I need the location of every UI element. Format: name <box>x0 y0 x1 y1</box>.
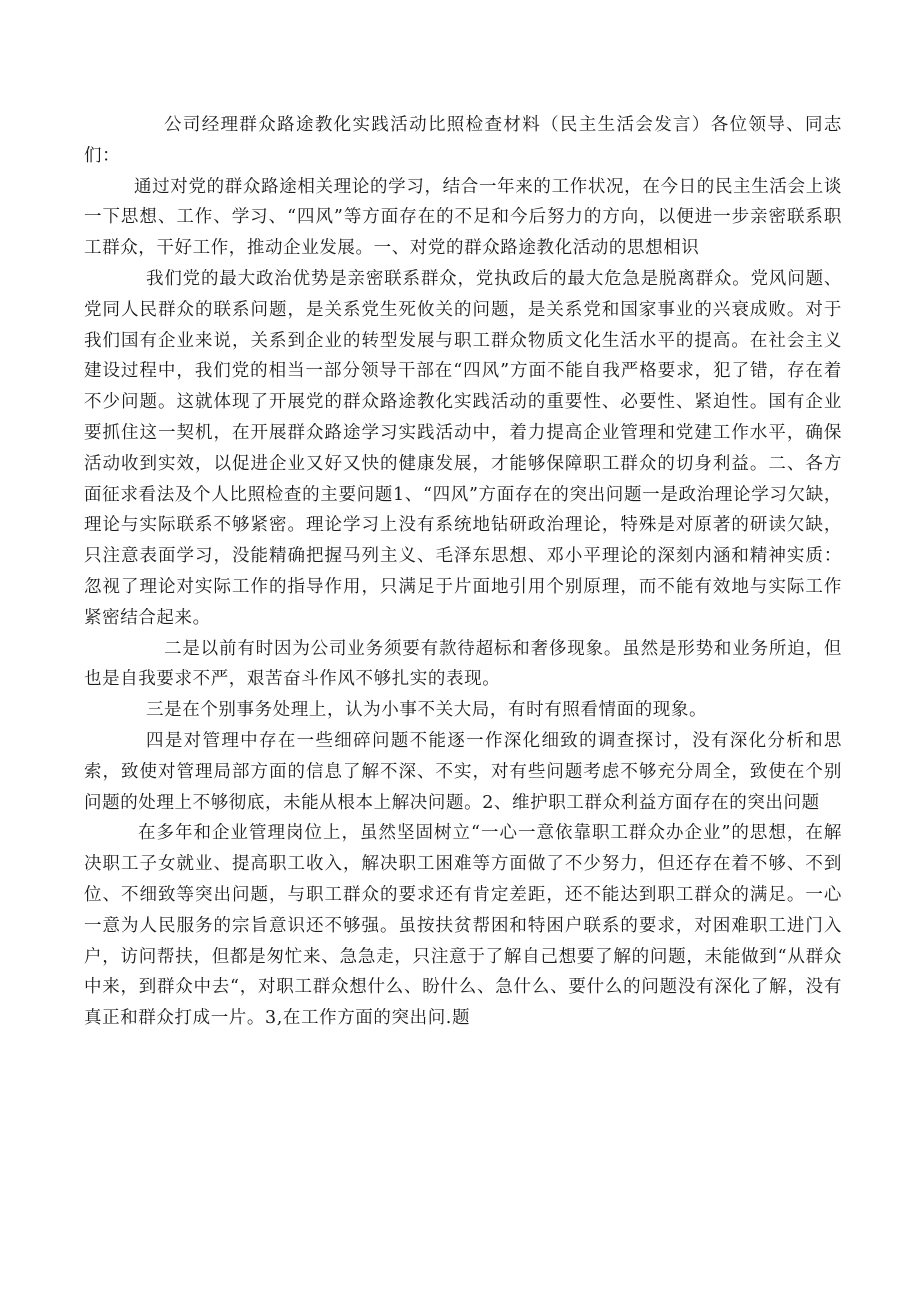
paragraph-intro: 通过对党的群众路途相关理论的学习，结合一年来的工作状况，在今日的民主生活会上谈一下思想、工作、学习、“四风”等方面存在的不足和今后努力的方向，以便进一步亲密联系职工群众，干好工作，推动企业发展。一、对党的群众路途教化活动的思想相识 <box>84 176 842 259</box>
paragraph-title: 公司经理群众路途教化实践活动比照检查材料（民主生活会发言）各位领导、同志们： <box>84 115 842 166</box>
paragraph-understanding: 我们党的最大政治优势是亲密联系群众，党执政后的最大危急是脱离群众。党风问题、党同人民群众的联系问题，是关系党生死攸关的问题，是关系党和国家事业的兴衰成败。对于我们国有企业来说，关系到企业的转型发展与职工群众物质文化生活水平的提高。在社会主义建设过程中，我们党的相当一部分领导干部在“四风”方面不能自我严格要求，犯了错，存在着不少问题。这就体现了开展党的群众路途教化实践活动的重要性、必要性、紧迫性。国有企业要抓住这一契机，在开展群众路途学习实践活动中，着力提高企业管理和党建工作水平，确保活动收到实效，以促进企业又好又快的健康发展，才能够保障职工群众的切身利益。二、各方面征求看法及个人比照检查的主要问题1、“四风”方面存在的突出问题一是政治理论学习欠缺，理论与实际联系不够紧密。理论学习上没有系统地钻研政治理论，特殊是对原著的研读欠缺，只注意表面学习，没能精确把握马列主义、毛泽东思想、邓小平理论的深刻内涵和精神实质：忽视了理论对实际工作的指导作用，只满足于片面地引用个别原理，而不能有效地与实际工作紧密结合起来。 <box>84 268 842 628</box>
paragraph-worker-interests: 在多年和企业管理岗位上，虽然坚固树立“一心一意依靠职工群众办企业”的思想，在解决职工子女就业、提高职工收入，解决职工困难等方面做了不少努力，但还存在着不够、不到位、不细致等突出问题，与职工群众的要求还有肯定差距，还不能达到职工群众的满足。一心一意为人民服务的宗旨意识还不够强。虽按扶贫帮困和特困户联系的要求，对困难职工进门入户，访问帮扶，但都是匆忙来、急急走，只注意于了解自己想要了解的问题，未能做到“从群众中来，到群众中去“，对职工群众想什么、盼什么、急什么、要什么的问题没有深化了解，没有真正和群众打成一片。3,在工作方面的突出问.题 <box>84 823 842 1029</box>
paragraph-point-four: 四是对管理中存在一些细碎问题不能逐一作深化细致的调查探讨，没有深化分析和思索，致使对管理局部方面的信息了解不深、不实，对有些问题考虑不够充分周全，致使在个别问题的处理上不够彻底，未能从根本上解决问题。2、维护职工群众利益方面存在的突出问题 <box>84 730 842 813</box>
document-body <box>84 110 842 1034</box>
paragraph-point-three: 三是在个别事务处理上，认为小事不关大局，有时有照看情面的现象。 <box>146 700 708 721</box>
paragraph-point-two: 二是以前有时因为公司业务须要有款待超标和奢侈现象。虽然是形势和业务所迫，但也是自我要求不严，艰苦奋斗作风不够扎实的表现。 <box>84 638 842 690</box>
